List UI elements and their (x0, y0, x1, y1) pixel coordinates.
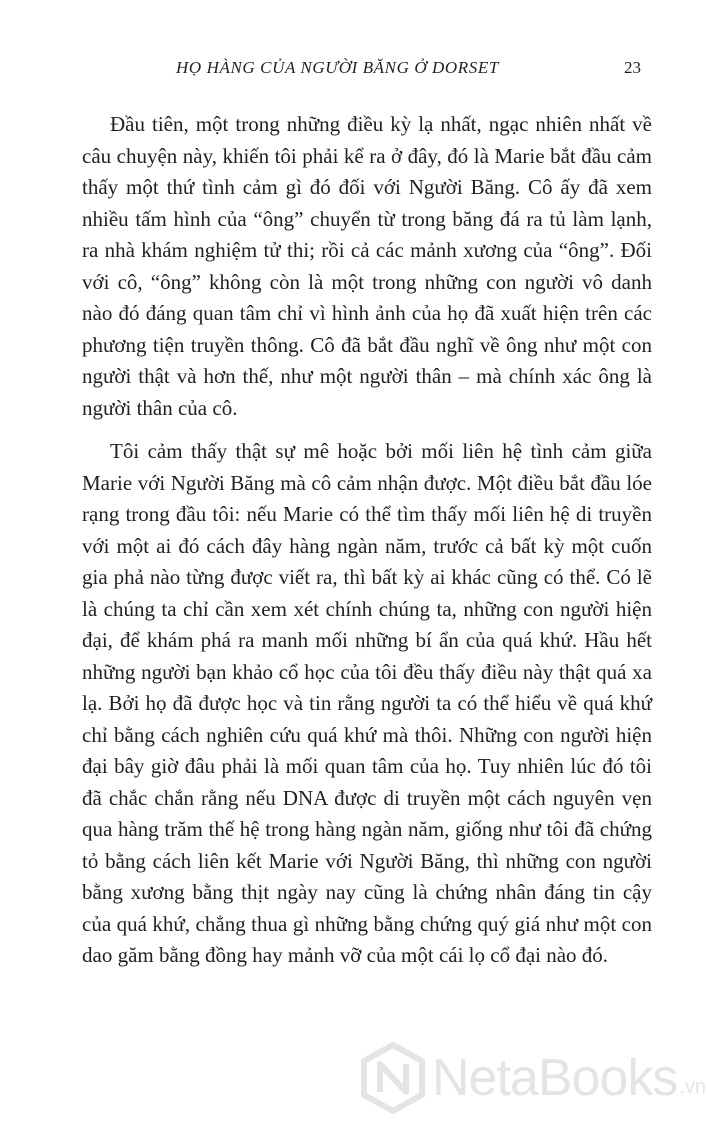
watermark-suffix: .vn (679, 1075, 706, 1098)
netabooks-logo-icon (360, 1042, 426, 1114)
body-text (82, 109, 652, 972)
paragraph-1: Đầu tiên, một trong những điều kỳ lạ nhất, ngạc nhiên nhất về câu chuyện này, khiến tôi phải kể ra ở đây, đó là Marie bắt đầu cảm thấy một thứ tình cảm gì đó đối với Người Băng. Cô ấy đã xem nhiều tấm hình của “ông” chuyển từ trong băng đá ra tủ làm lạnh, ra nhà khám nghiệm tử thi; rồi cả các mảnh xương của “ông”. Đối với cô, “ông” không còn là một trong những con người vô danh nào đó đáng quan tâm chỉ vì hình ảnh của họ đã xuất hiện trên các phương tiện truyền thông. Cô đã bắt đầu nghĩ về ông như một con người thật và hơn thế, như một người thân – mà chính xác ông là người thân của cô. (82, 112, 652, 420)
paragraph-2: Tôi cảm thấy thật sự mê hoặc bởi mối liên hệ tình cảm giữa Marie với Người Băng mà cô cảm nhận được. Một điều bắt đầu lóe rạng trong đầu tôi: nếu Marie có thể tìm thấy mối liên hệ di truyền với một ai đó cách đây hàng ngàn năm, trước cả bất kỳ một cuốn gia phả nào từng được viết ra, thì bất kỳ ai khác cũng có thể. Có lẽ là chúng ta chỉ cần xem xét chính chúng ta, những con người hiện đại, để khám phá ra manh mối những bí ẩn của quá khứ. Hầu hết những người bạn khảo cổ học của tôi đều thấy điều này thật quá xa lạ. Bởi họ đã được học và tin rằng người ta có thể hiểu về quá khứ chỉ bằng cách nghiên cứu quá khứ mà thôi. Những con người hiện đại bây giờ đâu phải là mối quan tâm của họ. Tuy nhiên lúc đó tôi đã chắc chắn rằng nếu DNA được di truyền một cách nguyên vẹn qua hàng trăm thế hệ trong hàng ngàn năm, giống như tôi đã chứng tỏ bằng cách liên kết Marie với Người Băng, thì những con người bằng xương bằng thịt ngày nay cũng là chứng nhân đáng tin cậy của quá khứ, chẳng thua gì những bằng chứng quý giá như một con dao găm bằng đồng hay mảnh vỡ của một cái lọ cổ đại nào đó. (82, 439, 652, 967)
running-head-title: HỌ HÀNG CỦA NGƯỜI BĂNG Ở DORSET (176, 58, 499, 77)
netabooks-watermark (360, 1038, 706, 1118)
page-number: 23 (624, 58, 641, 77)
watermark-brand: NetaBooks (432, 1049, 678, 1107)
